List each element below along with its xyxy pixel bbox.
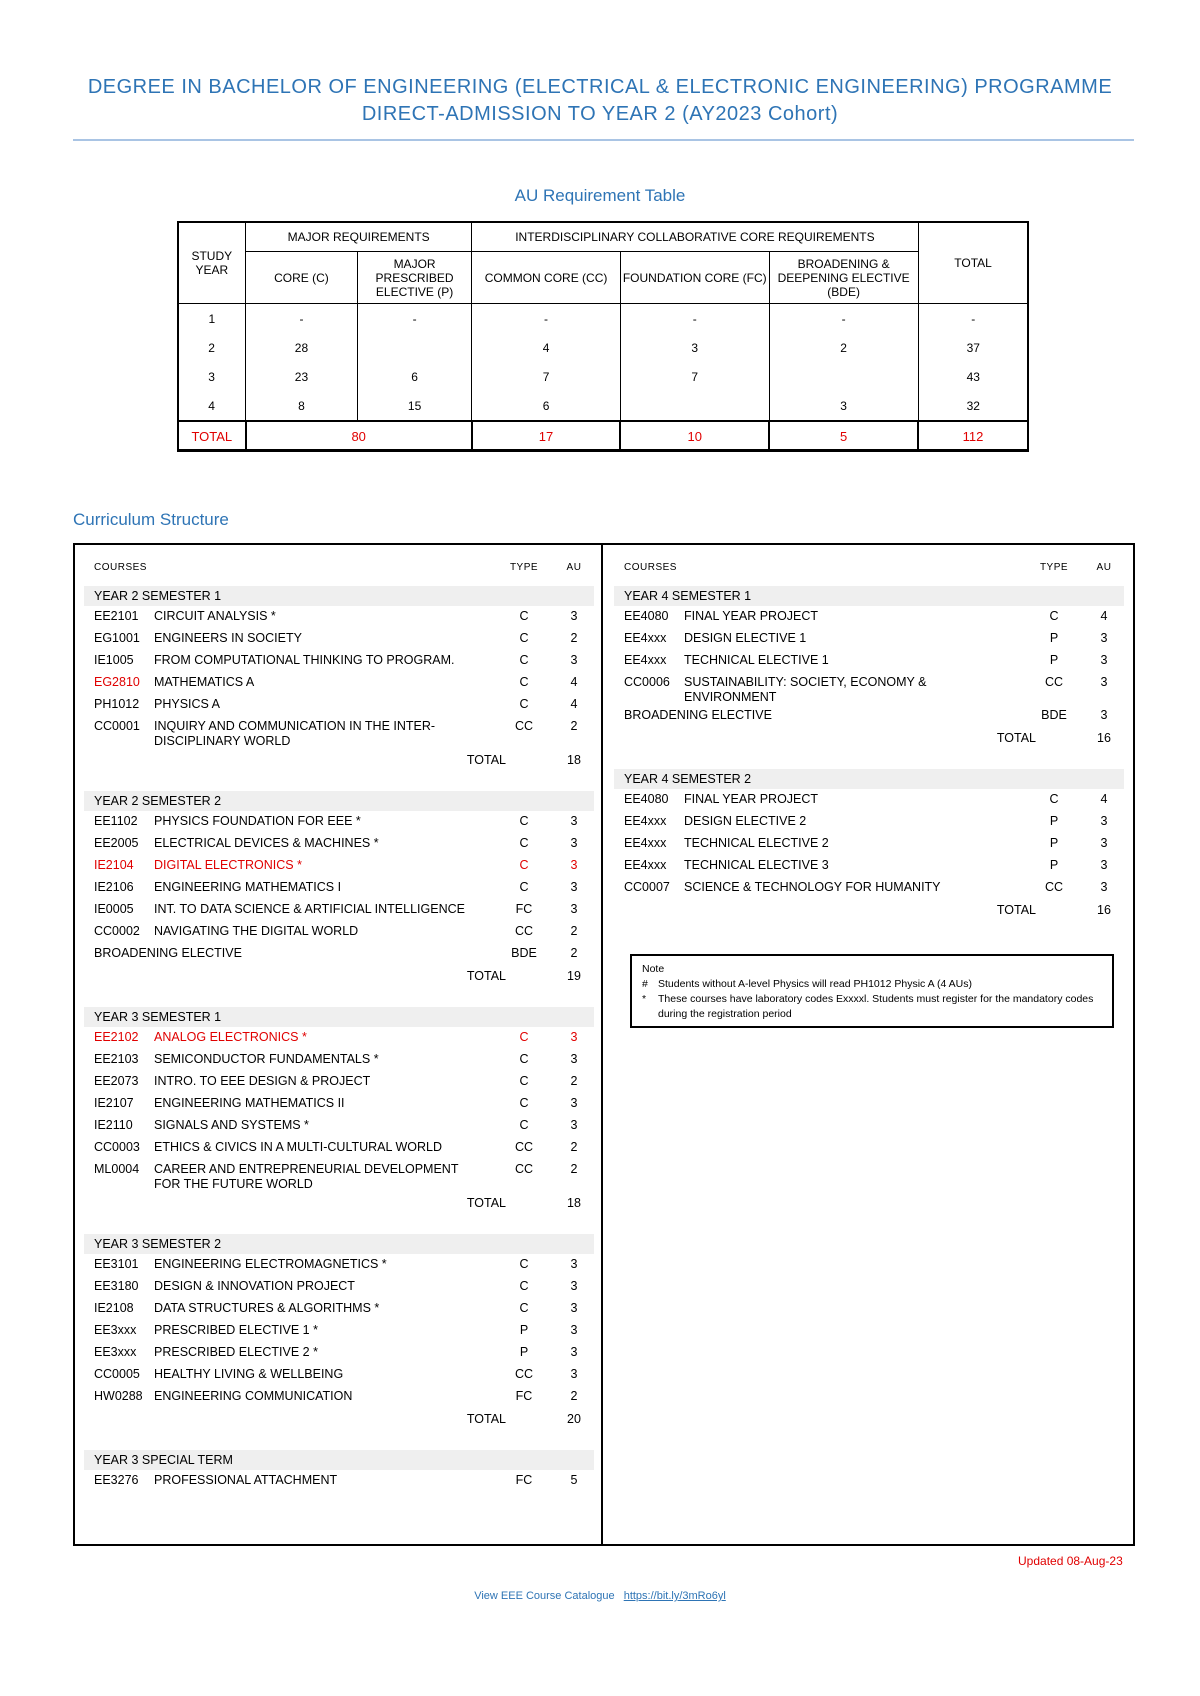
au-cell: 3 — [769, 391, 918, 421]
semester-block — [84, 586, 594, 771]
course-au: 2 — [570, 946, 578, 960]
course-type: C — [519, 1030, 529, 1044]
course-row — [84, 899, 594, 921]
course-row — [84, 811, 594, 833]
study-year-header: STUDY YEAR — [178, 222, 246, 304]
semester-block — [84, 1234, 594, 1430]
course-type: C — [1049, 792, 1059, 806]
footer — [0, 1590, 1200, 1602]
course-au: 4 — [1100, 609, 1108, 623]
course-au: 3 — [1100, 814, 1108, 828]
fc-header: FOUNDATION CORE (FC) — [620, 252, 769, 304]
course-type: P — [1049, 858, 1059, 872]
type-header: TYPE — [1039, 562, 1069, 573]
au-cell: 8 — [246, 391, 358, 421]
course-name: FINAL YEAR PROJECT — [684, 792, 819, 806]
au-cell: 1 — [178, 304, 246, 334]
total-label: TOTAL — [466, 753, 506, 767]
course-type: BDE — [1041, 708, 1067, 722]
column-header — [614, 562, 1124, 586]
semester-title: YEAR 3 SEMESTER 1 — [84, 1007, 594, 1027]
course-row — [84, 606, 594, 628]
au-cell: 28 — [246, 333, 358, 362]
course-type: C — [519, 675, 529, 689]
au-total-bde: 5 — [769, 421, 918, 451]
total-au: 18 — [567, 753, 581, 767]
course-code: EG2810 — [94, 675, 140, 689]
course-type: C — [519, 814, 529, 828]
course-code: EE2102 — [94, 1030, 139, 1044]
course-row — [84, 1071, 594, 1093]
course-code: EE4080 — [624, 609, 669, 623]
course-name: PRESCRIBED ELECTIVE 2 * — [154, 1345, 318, 1359]
course-code: EE3xxx — [94, 1323, 137, 1337]
course-row — [84, 716, 594, 749]
course-row — [614, 650, 1124, 672]
course-type: P — [519, 1323, 529, 1337]
course-au: 3 — [570, 1257, 578, 1271]
au-header: AU — [566, 562, 582, 573]
course-au: 3 — [1100, 880, 1108, 894]
au-cell: - — [769, 304, 918, 334]
au-cell — [769, 362, 918, 391]
semester-total-row — [84, 1192, 594, 1214]
core-header: CORE (C) — [246, 252, 358, 304]
total-label: TOTAL — [466, 969, 506, 983]
course-row — [84, 1276, 594, 1298]
course-type: C — [519, 1257, 529, 1271]
course-name: ENGINEERING MATHEMATICS I — [154, 880, 342, 894]
course-code: EE2005 — [94, 836, 139, 850]
semester-block — [84, 791, 594, 987]
course-au: 2 — [570, 719, 578, 733]
course-au: 3 — [570, 1096, 578, 1110]
course-row — [84, 1470, 594, 1492]
course-row — [84, 943, 594, 965]
total-label: TOTAL — [466, 1196, 506, 1210]
course-au: 3 — [570, 814, 578, 828]
course-au: 3 — [570, 858, 578, 872]
type-header: TYPE — [509, 562, 539, 573]
course-name: ANALOG ELECTRONICS * — [154, 1030, 307, 1044]
semester-block — [84, 1450, 594, 1492]
course-name: DESIGN ELECTIVE 2 — [684, 814, 807, 828]
au-cell: 23 — [246, 362, 358, 391]
course-row — [614, 833, 1124, 855]
course-name: PROFESSIONAL ATTACHMENT — [154, 1473, 338, 1487]
course-type: C — [519, 1279, 529, 1293]
course-name: ENGINEERS IN SOCIETY — [154, 631, 302, 645]
course-name: CAREER AND ENTREPRENEURIAL DEVELOPMENT FOR THE FUTURE WORLD — [154, 1162, 459, 1191]
course-au: 3 — [1100, 631, 1108, 645]
course-code: PH1012 — [94, 697, 140, 711]
course-name: BROADENING ELECTIVE — [94, 946, 242, 960]
course-au: 3 — [570, 1030, 578, 1044]
course-type: C — [519, 836, 529, 850]
course-name: ENGINEERING COMMUNICATION — [154, 1389, 353, 1403]
note-symbol: * — [642, 993, 647, 1005]
course-name: DATA STRUCTURES & ALGORITHMS * — [154, 1301, 380, 1315]
course-name: DESIGN ELECTIVE 1 — [684, 631, 807, 645]
course-row — [84, 628, 594, 650]
course-row — [84, 1027, 594, 1049]
au-cell: 43 — [966, 369, 980, 384]
course-au: 3 — [570, 880, 578, 894]
course-name: TECHNICAL ELECTIVE 2 — [684, 836, 829, 850]
au-cell: 32 — [966, 398, 980, 413]
course-row — [84, 833, 594, 855]
course-row — [614, 789, 1124, 811]
au-cell: - — [620, 304, 769, 334]
semester-total-row — [84, 749, 594, 771]
course-type: CC — [514, 924, 534, 938]
au-cell: 15 — [357, 391, 471, 421]
course-code: IE1005 — [94, 653, 134, 667]
courses-header: COURSES — [94, 562, 147, 573]
semester-block — [614, 769, 1124, 921]
course-type: FC — [515, 1389, 533, 1403]
course-au: 3 — [1100, 858, 1108, 872]
au-cell — [620, 391, 769, 421]
course-code: EE4xxx — [624, 836, 667, 850]
course-name: ENGINEERING ELECTROMAGNETICS * — [154, 1257, 387, 1271]
course-row — [84, 1159, 594, 1192]
course-row — [614, 705, 1124, 727]
course-row — [84, 1115, 594, 1137]
course-code: EE4xxx — [624, 653, 667, 667]
au-cell: 6 — [472, 391, 621, 421]
au-cell: 7 — [472, 362, 621, 391]
semester-title: YEAR 3 SEMESTER 2 — [84, 1234, 594, 1254]
updated-date: Updated 08-Aug-23 — [1018, 1554, 1123, 1568]
mpe-header: MAJOR PRESCRIBED ELECTIVE (P) — [357, 252, 471, 304]
catalogue-link[interactable]: https://bit.ly/3mRo6yl — [623, 1590, 726, 1602]
course-au: 3 — [570, 902, 578, 916]
course-code: EE3101 — [94, 1257, 139, 1271]
semester-block — [614, 586, 1124, 749]
semester-total-row — [614, 899, 1124, 921]
course-code: CC0003 — [94, 1140, 140, 1154]
total-au: 16 — [1097, 731, 1111, 745]
course-type: P — [1049, 836, 1059, 850]
au-cell — [357, 333, 471, 362]
course-au: 2 — [570, 1074, 578, 1088]
course-code: EE2073 — [94, 1074, 139, 1088]
course-type: FC — [515, 1473, 533, 1487]
course-au: 2 — [570, 1140, 578, 1154]
course-row — [84, 1342, 594, 1364]
course-au: 3 — [570, 1052, 578, 1066]
course-name: INTRO. TO EEE DESIGN & PROJECT — [154, 1074, 371, 1088]
course-type: C — [519, 653, 529, 667]
course-row — [84, 1137, 594, 1159]
course-type: CC — [514, 1140, 534, 1154]
course-type: C — [519, 631, 529, 645]
course-name: ELECTRICAL DEVICES & MACHINES * — [154, 836, 379, 850]
course-type: C — [519, 609, 529, 623]
course-name: INQUIRY AND COMMUNICATION IN THE INTER-DISCIPLINARY WORLD — [154, 719, 436, 748]
course-code: EE4xxx — [624, 814, 667, 828]
course-type: C — [519, 1052, 529, 1066]
au-total-major: 80 — [246, 421, 472, 451]
course-name: DESIGN & INNOVATION PROJECT — [154, 1279, 355, 1293]
course-row — [614, 877, 1124, 899]
total-label: TOTAL — [996, 903, 1036, 917]
curriculum-left-column — [84, 562, 594, 1512]
course-code: EE3276 — [94, 1473, 139, 1487]
course-au: 3 — [1100, 675, 1108, 689]
semester-title: YEAR 3 SPECIAL TERM — [84, 1450, 594, 1470]
course-au: 4 — [570, 697, 578, 711]
course-code: EE4xxx — [624, 858, 667, 872]
course-au: 2 — [570, 1389, 578, 1403]
course-type: CC — [514, 719, 534, 733]
course-code: EE4080 — [624, 792, 669, 806]
course-name: SUSTAINABILITY: SOCIETY, ECONOMY & ENVIRONMENT — [684, 675, 927, 704]
course-type: P — [1049, 814, 1059, 828]
au-cell: 3 — [178, 362, 246, 391]
course-name: TECHNICAL ELECTIVE 1 — [684, 653, 829, 667]
course-row — [84, 1298, 594, 1320]
course-code: EE4xxx — [624, 631, 667, 645]
course-type: P — [1049, 653, 1059, 667]
au-cell: 37 — [966, 340, 980, 355]
course-code: EE1102 — [94, 814, 138, 828]
course-name: NAVIGATING THE DIGITAL WORLD — [154, 924, 359, 938]
course-row — [614, 855, 1124, 877]
semester-total-row — [614, 727, 1124, 749]
title-divider — [73, 139, 1134, 141]
semester-total-row — [84, 965, 594, 987]
total-label: TOTAL — [996, 731, 1036, 745]
course-row — [84, 1093, 594, 1115]
cc-header: COMMON CORE (CC) — [472, 252, 621, 304]
au-header: AU — [1096, 562, 1112, 573]
courses-header: COURSES — [624, 562, 677, 573]
course-type: C — [519, 858, 529, 872]
course-type: P — [1049, 631, 1059, 645]
curriculum-heading: Curriculum Structure — [73, 510, 229, 529]
course-name: SEMICONDUCTOR FUNDAMENTALS * — [154, 1052, 379, 1066]
course-code: IE2104 — [94, 858, 134, 872]
course-type: BDE — [511, 946, 537, 960]
course-au: 3 — [1100, 653, 1108, 667]
au-cell: 7 — [620, 362, 769, 391]
bde-header: BROADENING & DEEPENING ELECTIVE (BDE) — [769, 252, 918, 304]
semester-title: YEAR 4 SEMESTER 2 — [614, 769, 1124, 789]
course-code: IE0005 — [94, 902, 134, 916]
course-code: EE3xxx — [94, 1345, 137, 1359]
course-name: BROADENING ELECTIVE — [624, 708, 772, 722]
course-type: CC — [514, 1367, 534, 1381]
au-cell: 4 — [472, 333, 621, 362]
au-cell: - — [971, 311, 976, 326]
catalogue-label: View EEE Course Catalogue — [474, 1590, 615, 1602]
course-code: IE2108 — [94, 1301, 134, 1315]
course-au: 3 — [570, 609, 578, 623]
course-row — [84, 855, 594, 877]
course-au: 4 — [570, 675, 578, 689]
course-row — [84, 1386, 594, 1408]
course-au: 2 — [570, 924, 578, 938]
course-type: C — [519, 1118, 529, 1132]
course-type: CC — [514, 1162, 534, 1176]
course-row — [84, 694, 594, 716]
note-line: Students without A-level Physics will read PH1012 Physic A (4 AUs) — [658, 978, 972, 990]
course-name: DIGITAL ELECTRONICS * — [154, 858, 302, 872]
course-name: TECHNICAL ELECTIVE 3 — [684, 858, 829, 872]
note-line: These courses have laboratory codes Exxxxl. Students must register for the mandatory codes during the registration period — [658, 993, 1094, 1020]
course-row — [84, 650, 594, 672]
course-type: CC — [1044, 880, 1064, 894]
course-code: CC0002 — [94, 924, 140, 938]
course-row — [84, 1049, 594, 1071]
au-total-fc: 10 — [620, 421, 769, 451]
total-au: 20 — [567, 1412, 581, 1426]
semester-block — [84, 1007, 594, 1214]
course-type: CC — [1044, 675, 1064, 689]
total-au: 18 — [567, 1196, 581, 1210]
course-code: EG1001 — [94, 631, 140, 645]
course-au: 5 — [570, 1473, 578, 1487]
total-label: TOTAL — [466, 1412, 506, 1426]
au-cell: 3 — [620, 333, 769, 362]
course-type: P — [519, 1345, 529, 1359]
curriculum-right-column — [614, 562, 1124, 941]
course-name: PHYSICS FOUNDATION FOR EEE * — [154, 814, 361, 828]
semester-title: YEAR 4 SEMESTER 1 — [614, 586, 1124, 606]
au-total-cc: 17 — [472, 421, 621, 451]
course-name: PHYSICS A — [154, 697, 220, 711]
course-row — [84, 1254, 594, 1276]
course-row — [84, 1364, 594, 1386]
au-cell: - — [246, 304, 358, 334]
semester-total-row — [84, 1408, 594, 1430]
course-row — [614, 606, 1124, 628]
course-row — [614, 672, 1124, 705]
course-code: CC0007 — [624, 880, 670, 894]
course-au: 3 — [1100, 836, 1108, 850]
course-code: ML0004 — [94, 1162, 140, 1176]
course-row — [84, 1320, 594, 1342]
course-row — [84, 877, 594, 899]
au-total-label: TOTAL — [178, 421, 246, 451]
note-symbol: # — [642, 978, 648, 990]
course-code: IE2107 — [94, 1096, 134, 1110]
course-type: C — [519, 1301, 529, 1315]
course-name: FROM COMPUTATIONAL THINKING TO PROGRAM. — [154, 653, 455, 667]
au-cell: 2 — [769, 333, 918, 362]
course-name: INT. TO DATA SCIENCE & ARTIFICIAL INTELLIGENCE — [154, 902, 465, 916]
course-au: 3 — [1100, 708, 1108, 722]
total-au: 19 — [567, 969, 581, 983]
course-type: C — [1049, 609, 1059, 623]
course-name: HEALTHY LIVING & WELLBEING — [154, 1367, 344, 1381]
major-requirements-header: MAJOR REQUIREMENTS — [246, 222, 472, 252]
course-au: 3 — [570, 1323, 578, 1337]
course-name: FINAL YEAR PROJECT — [684, 609, 819, 623]
au-table-heading: AU Requirement Table — [514, 186, 686, 205]
programme-title: DEGREE IN BACHELOR OF ENGINEERING (ELECTRICAL & ELECTRONIC ENGINEERING) PROGRAMME — [87, 76, 1113, 98]
au-cell: 6 — [357, 362, 471, 391]
course-au: 3 — [570, 1367, 578, 1381]
course-name: PRESCRIBED ELECTIVE 1 * — [154, 1323, 318, 1337]
course-code: CC0006 — [624, 675, 670, 689]
column-header — [84, 562, 594, 586]
course-code: CC0005 — [94, 1367, 140, 1381]
au-cell: - — [472, 304, 621, 334]
course-type: C — [519, 880, 529, 894]
note-box — [630, 954, 1114, 1028]
course-row — [614, 811, 1124, 833]
course-type: FC — [515, 902, 533, 916]
course-row — [614, 628, 1124, 650]
course-au: 3 — [570, 1118, 578, 1132]
course-name: ENGINEERING MATHEMATICS II — [154, 1096, 345, 1110]
course-type: C — [519, 1074, 529, 1088]
total-au: 16 — [1097, 903, 1111, 917]
au-requirement-table — [177, 221, 1029, 452]
course-au: 4 — [1100, 792, 1108, 806]
note-title: Note — [642, 963, 665, 975]
course-code: EE3180 — [94, 1279, 139, 1293]
course-au: 2 — [570, 631, 578, 645]
course-name: SIGNALS AND SYSTEMS * — [154, 1118, 309, 1132]
course-au: 2 — [570, 1162, 578, 1176]
course-code: IE2106 — [94, 880, 134, 894]
course-name: ETHICS & CIVICS IN A MULTI-CULTURAL WORLD — [154, 1140, 443, 1154]
course-au: 3 — [570, 1279, 578, 1293]
programme-subtitle: DIRECT-ADMISSION TO YEAR 2 (AY2023 Cohort) — [361, 103, 839, 125]
semester-title: YEAR 2 SEMESTER 1 — [84, 586, 594, 606]
course-au: 3 — [570, 1345, 578, 1359]
course-row — [84, 921, 594, 943]
icc-requirements-header: INTERDISCIPLINARY COLLABORATIVE CORE REQUIREMENTS — [472, 222, 918, 252]
course-code: EE2103 — [94, 1052, 139, 1066]
au-cell: - — [357, 304, 471, 334]
total-header: TOTAL — [918, 222, 1028, 304]
au-cell: 4 — [178, 391, 246, 421]
course-code: IE2110 — [94, 1118, 133, 1132]
course-type: C — [519, 1096, 529, 1110]
curriculum-column-divider — [601, 543, 603, 1546]
course-code: HW0288 — [94, 1389, 143, 1403]
course-au: 3 — [570, 836, 578, 850]
course-name: MATHEMATICS A — [154, 675, 255, 689]
course-au: 3 — [570, 1301, 578, 1315]
course-code: EE2101 — [94, 609, 139, 623]
course-code: CC0001 — [94, 719, 140, 733]
au-total-overall: 112 — [918, 421, 1028, 451]
semester-title: YEAR 2 SEMESTER 2 — [84, 791, 594, 811]
course-name: SCIENCE & TECHNOLOGY FOR HUMANITY — [684, 880, 941, 894]
course-type: C — [519, 697, 529, 711]
au-cell: 2 — [178, 333, 246, 362]
course-row — [84, 672, 594, 694]
course-name: CIRCUIT ANALYSIS * — [154, 609, 276, 623]
course-au: 3 — [570, 653, 578, 667]
